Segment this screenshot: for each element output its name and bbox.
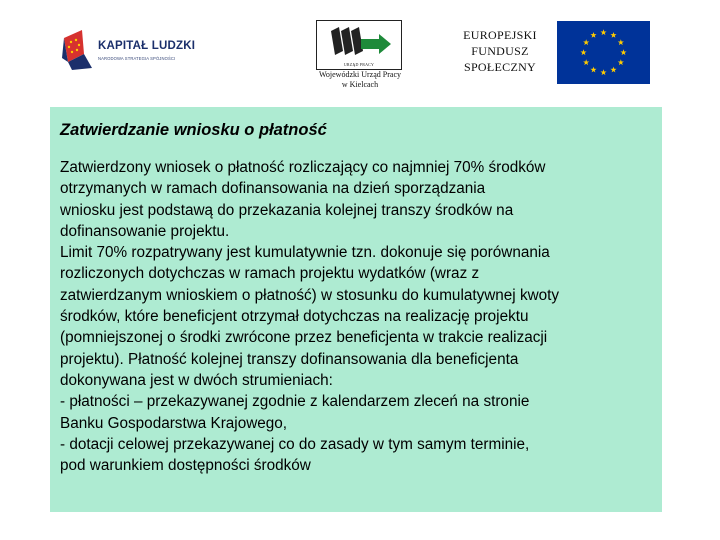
panel-text-line: - dotacji celowej przekazywanej co do zasady w tym samym terminie, — [60, 435, 530, 453]
eu-fund-line2: FUNDUSZ — [471, 44, 529, 58]
wup-logo — [300, 18, 420, 94]
panel-text-line: zatwierdzanym wnioskiem o płatność) w stosunku do kumulatywnej kwoty — [60, 286, 560, 304]
panel-text-line: Banku Gospodarstwa Krajowego, — [60, 414, 288, 432]
kapital-ludzki-title: KAPITAŁ LUDZKI — [98, 40, 196, 52]
panel-title: Zatwierdzanie wniosku o płatność — [60, 121, 327, 139]
wup-box-text: URZĄD PRACY — [343, 62, 375, 67]
wup-doors-arrow-icon — [317, 21, 401, 61]
panel-text-line: dofinansowanie projektu. — [60, 222, 230, 240]
wup-caption — [300, 70, 420, 90]
kapital-ludzki-emblem-icon — [62, 28, 94, 72]
panel-text-line: pod warunkiem dostępności środków — [60, 457, 311, 475]
wup-emblem-box — [316, 20, 402, 70]
panel-text-line: (pomniejszonej o środki zwrócone przez beneficjenta w trakcie realizacji — [60, 329, 548, 347]
wup-caption-line2: w Kielcach — [341, 80, 379, 89]
panel-text-line: Zatwierdzony wniosek o płatność rozliczający co najmniej 70% środków — [60, 159, 546, 176]
panel-text-line: Limit 70% rozpatrywany jest kumulatywnie tzn. dokonuje się porównania — [60, 244, 550, 262]
kapital-ludzki-logo — [62, 26, 196, 76]
header-logos — [0, 0, 720, 105]
panel-text-line: wniosku jest podstawą do przekazania kolejnej transzy środków na — [60, 201, 514, 219]
panel-text-line: dokonywana jest w dwóch strumieniach: — [60, 371, 333, 389]
panel-text-line: rozliczonych dotychczas w ramach projektu wydatków (wraz z — [60, 265, 480, 283]
wup-caption-line1: Wojewódzki Urząd Pracy — [319, 70, 401, 79]
kapital-ludzki-subtitle: NARODOWA STRATEGIA SPÓJNOŚCI — [98, 56, 176, 61]
eu-fund-line3: SPOŁECZNY — [463, 60, 537, 74]
eu-fund-line1: EUROPEJSKI — [463, 28, 537, 42]
panel-body — [60, 157, 652, 476]
eu-fund-label — [450, 27, 550, 75]
content-panel — [50, 107, 662, 512]
panel-text-line: otrzymanych w ramach dofinansowania na dzień sporządzania — [60, 180, 486, 198]
panel-text-line: projektu). Płatność kolejnej transzy dofinansowania dla beneficjenta — [60, 350, 519, 368]
eu-flag-icon — [557, 21, 650, 84]
panel-text-line: środków, które beneficjent otrzymał dotychczas na realizację projektu — [60, 308, 529, 326]
panel-text-line: - płatności – przekazywanej zgodnie z kalendarzem zleceń na stronie — [60, 393, 530, 411]
